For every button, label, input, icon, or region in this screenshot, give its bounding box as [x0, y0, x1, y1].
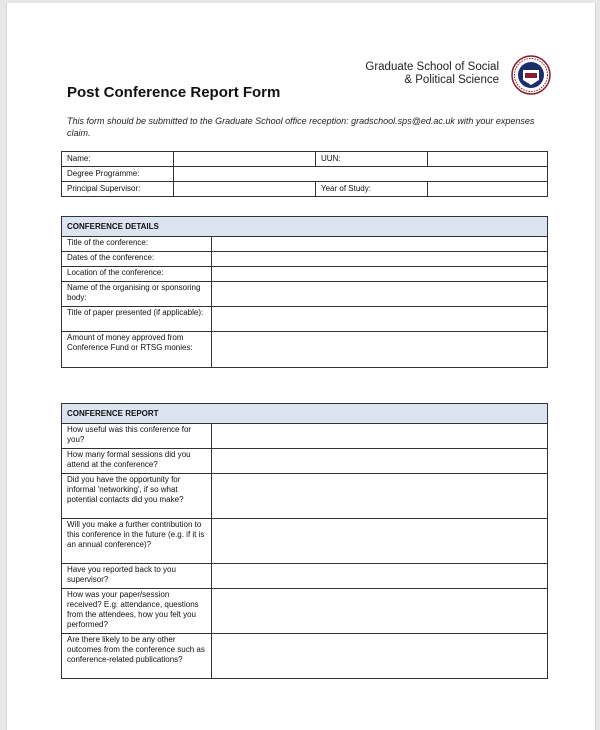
detail-field[interactable]: [212, 282, 548, 307]
document-page: [6, 3, 596, 730]
report-question: Did you have the opportunity for informal 'networking', if so what potential contacts did you make?: [62, 474, 212, 519]
supervisor-label: Principal Supervisor:: [62, 182, 174, 197]
school-name-line2: & Political Science: [404, 73, 499, 86]
year-of-study-field[interactable]: [428, 182, 548, 197]
detail-label: Location of the conference:: [62, 267, 212, 282]
uun-field[interactable]: [428, 152, 548, 167]
submission-note: This form should be submitted to the Graduate School office reception: gradschool.sps@ed.ac.uk with your expenses claim.: [67, 116, 535, 138]
conference-details-table: [61, 216, 548, 368]
report-question: How many formal sessions did you attend at the conference?: [62, 449, 212, 474]
name-field[interactable]: [174, 152, 316, 167]
conference-details-heading: CONFERENCE DETAILS: [62, 217, 548, 237]
report-question: How was your paper/session received? E.g. attendance, questions from the attendees, how you felt you performed?: [62, 589, 212, 634]
report-question: Have you reported back to you supervisor?: [62, 564, 212, 589]
detail-label: Title of paper presented (if applicable):: [62, 307, 212, 332]
detail-field[interactable]: [212, 307, 548, 332]
detail-field[interactable]: [212, 267, 548, 282]
report-answer-field[interactable]: [212, 424, 548, 449]
detail-label: Title of the conference:: [62, 237, 212, 252]
report-answer-field[interactable]: [212, 474, 548, 519]
detail-label: Name of the organising or sponsoring body:: [62, 282, 212, 307]
report-answer-field[interactable]: [212, 589, 548, 634]
report-question: How useful was this conference for you?: [62, 424, 212, 449]
detail-label: Dates of the conference:: [62, 252, 212, 267]
degree-field[interactable]: [174, 167, 548, 182]
conference-report-table: [61, 403, 548, 679]
detail-label: Amount of money approved from Conference Fund or RTSG monies:: [62, 332, 212, 368]
school-name-line1: Graduate School of Social: [365, 61, 499, 73]
report-answer-field[interactable]: [212, 634, 548, 679]
detail-field[interactable]: [212, 252, 548, 267]
detail-field[interactable]: [212, 237, 548, 252]
degree-label: Degree Programme:: [62, 167, 174, 182]
report-answer-field[interactable]: [212, 449, 548, 474]
report-question: Will you make a further contribution to this conference in the future (e.g. if it is an annual conference)?: [62, 519, 212, 564]
report-question: Are there likely to be any other outcomes from the conference such as conference-related publications?: [62, 634, 212, 679]
name-label: Name:: [62, 152, 174, 167]
student-info-table: [61, 151, 548, 197]
university-crest-icon: [511, 55, 551, 95]
school-name: [365, 61, 499, 86]
supervisor-field[interactable]: [174, 182, 316, 197]
report-answer-field[interactable]: [212, 564, 548, 589]
year-of-study-label: Year of Study:: [316, 182, 428, 197]
form-title: Post Conference Report Form: [67, 84, 281, 101]
conference-report-heading: CONFERENCE REPORT: [62, 404, 548, 424]
uun-label: UUN:: [316, 152, 428, 167]
detail-field[interactable]: [212, 332, 548, 368]
report-answer-field[interactable]: [212, 519, 548, 564]
